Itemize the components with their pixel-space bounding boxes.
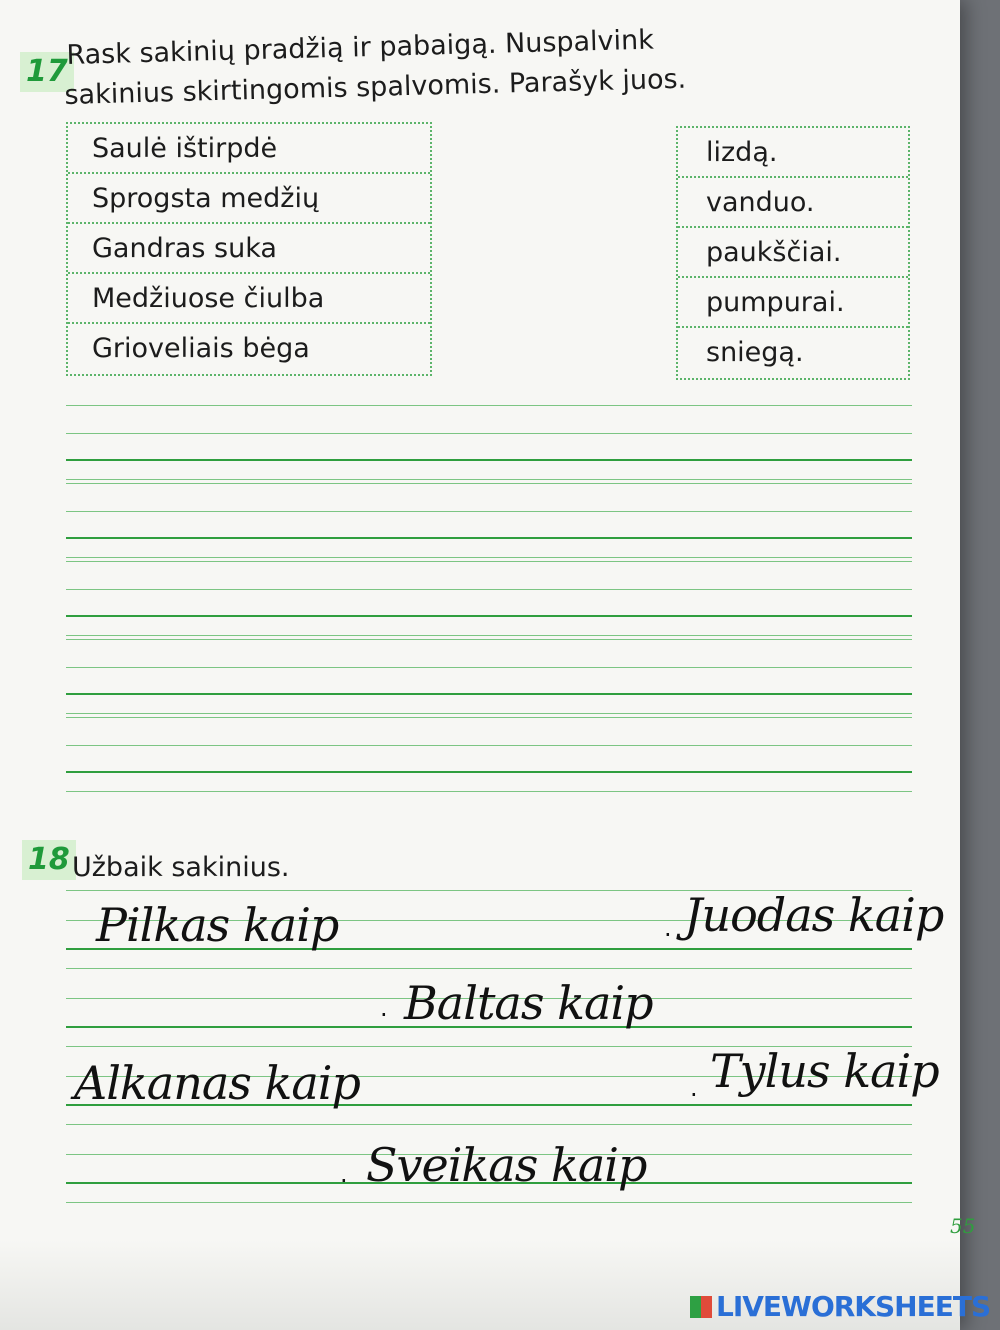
beginning-cell[interactable]: Saulė ištirpdė <box>68 124 430 174</box>
task-17-instruction-line2: sakinius skirtingomis spalvomis. Parašyk juos. <box>64 63 687 111</box>
writing-line-set[interactable] <box>66 483 912 561</box>
beginning-cell[interactable]: Medžiuose čiulba <box>68 274 430 324</box>
task-17-instruction-line1: Rask sakinių pradžią ir pabaigą. Nuspalvink <box>66 24 655 71</box>
period-mark: . <box>340 1160 348 1188</box>
task-18-number: 18 <box>22 840 76 880</box>
sentence-beginnings-box <box>66 122 432 376</box>
task-18-instruction: Užbaik sakinius. <box>72 852 290 883</box>
cursive-prompt: Juodas kaip <box>684 888 944 942</box>
writing-line-set[interactable] <box>66 639 912 717</box>
period-mark: . <box>690 1074 698 1102</box>
writing-line-set[interactable] <box>66 561 912 639</box>
liveworksheets-logo-icon <box>690 1296 712 1318</box>
beginning-cell[interactable]: Grioveliais bėga <box>92 333 310 364</box>
cursive-prompt: Tylus kaip <box>710 1044 939 1098</box>
cursive-prompt: Alkanas kaip <box>74 1056 360 1110</box>
task-17-writing-lines[interactable] <box>66 405 912 795</box>
period-mark: . <box>380 994 388 1022</box>
watermark-text: LIVEWORKSHEETS <box>716 1290 991 1323</box>
task-17-number: 17 <box>20 52 74 92</box>
ending-cell[interactable]: pumpurai. <box>678 278 908 328</box>
page-number: 55 <box>950 1214 976 1238</box>
sentence-endings-box <box>676 126 910 380</box>
beginning-cell[interactable]: Gandras suka <box>68 224 430 274</box>
watermark <box>690 1290 990 1323</box>
cursive-prompt: Pilkas kaip <box>96 898 339 952</box>
ending-cell[interactable]: vanduo. <box>678 178 908 228</box>
period-mark: . <box>664 914 672 942</box>
ending-cell[interactable]: sniegą. <box>706 337 804 368</box>
writing-line-set[interactable] <box>66 717 912 795</box>
writing-line-set[interactable] <box>66 405 912 483</box>
ending-cell[interactable]: lizdą. <box>678 128 908 178</box>
cursive-prompt: Sveikas kaip <box>366 1138 647 1192</box>
ending-cell[interactable]: paukščiai. <box>678 228 908 278</box>
cursive-prompt: Baltas kaip <box>404 976 653 1030</box>
beginning-cell[interactable]: Sprogsta medžių <box>68 174 430 224</box>
